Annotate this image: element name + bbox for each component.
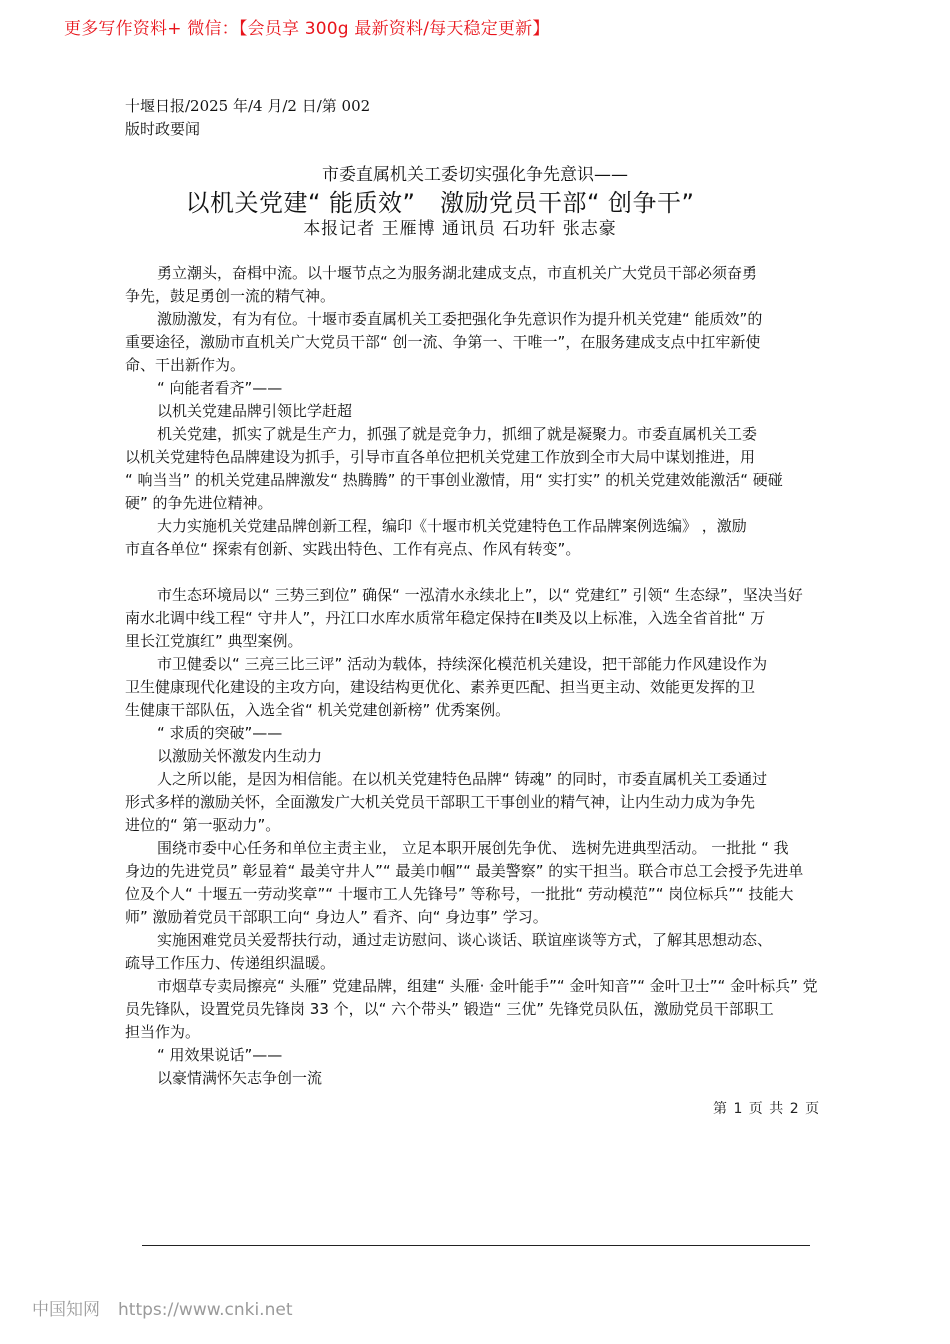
body-line: 疏导工作压力、传递组织温暖。	[125, 954, 336, 972]
section-subheading: 以豪情满怀矢志争创一流	[157, 1069, 323, 1087]
source-line-2: 版时政要闻	[125, 120, 201, 138]
section-subheading: 以机关党建品牌引领比学赶超	[157, 402, 353, 420]
body-line: 人之所以能，是因为相信能。在以机关党建特色品牌“ 铸魂” 的同时，市委直属机关工委通过	[157, 770, 768, 788]
section-heading: “ 求质的突破”——	[157, 724, 283, 742]
body-line: 形式多样的激励关怀，全面激发广大机关党员干部职工干事创业的精气神，让内生动力成为争先	[125, 793, 756, 811]
body-line: 员先锋队，设置党员先锋岗 33 个，以“ 六个带头” 锻造“ 三优” 先锋党员队伍，激励党员干部职工	[125, 1000, 774, 1018]
footer-url[interactable]: https://www.cnki.net	[118, 1300, 293, 1320]
body-line: 大力实施机关党建品牌创新工程，编印《十堰市机关党建特色工作品牌案例选编》 ，激励	[157, 517, 747, 535]
body-line: 以机关党建特色品牌建设为抓手，引导市直各单位把机关党建工作放到全市大局中谋划推进，用	[125, 448, 756, 466]
body-line: 身边的先进党员” 彰显着“ 最美守井人”“ 最美巾帼”“ 最美警察” 的实干担当。联合市总工会授予先进单	[125, 862, 804, 880]
body-line: 师” 激励着党员干部职工向“ 身边人” 看齐、向“ 身边事” 学习。	[125, 908, 548, 926]
body-line: 卫生健康现代化建设的主攻方向，建设结构更优化、素养更匹配、担当更主动、效能更发挥的卫	[125, 678, 756, 696]
body-line: 进位的“ 第一驱动力”。	[125, 816, 281, 834]
body-line: 硬” 的争先进位精神。	[125, 494, 273, 512]
body-line: “ 响当当” 的机关党建品牌激发“ 热腾腾” 的干事创业激情，用“ 实打实” 的机关党建效能激活“ 硬碰	[125, 471, 783, 489]
promo-banner: 更多写作资料+ 微信：【会员享 300g 最新资料/每天稳定更新】	[64, 19, 550, 39]
source-line-1: 十堰日报/2025 年/4 月/2 日/第 002	[125, 97, 371, 115]
body-line: 激励激发，有为有位。十堰市委直属机关工委把强化争先意识作为提升机关党建“ 能质效”的	[157, 310, 763, 328]
article-body	[125, 262, 829, 1090]
body-line: 市生态环境局以“ 三势三到位” 确保“ 一泓清水永续北上”，以“ 党建红” 引领“ 生态绿”，坚决当好	[157, 586, 803, 604]
article-headline: 以机关党建“ 能质效” 激励党员干部“ 创争干”	[185, 189, 695, 217]
body-line: 位及个人“ 十堰五一劳动奖章”“ 十堰市工人先锋号” 等称号，一批批“ 劳动模范”“ 岗位标兵”“ 技能大	[125, 885, 794, 903]
body-line: 市烟草专卖局擦亮“ 头雁” 党建品牌，组建“ 头雁· 金叶能手”“ 金叶知音”“ 金叶卫士”“ 金叶标兵” 党	[157, 977, 818, 995]
footer-watermark	[32, 1295, 310, 1320]
body-line: 重要途径，激励市直机关广大党员干部“ 创一流、争第一、干唯一”，在服务建成支点中扛牢新使	[125, 333, 761, 351]
blank-line	[125, 561, 829, 584]
body-line: 机关党建，抓实了就是生产力，抓强了就是竞争力，抓细了就是凝聚力。市委直属机关工委	[157, 425, 758, 443]
source-info	[125, 95, 370, 141]
article-kicker: 市委直属机关工委切实强化争先意识——	[322, 165, 628, 185]
body-line: 担当作为。	[125, 1023, 201, 1041]
section-heading: “ 向能者看齐”——	[157, 379, 283, 397]
page-number: 第 1 页 共 2 页	[713, 1101, 821, 1117]
body-line: 争先，鼓足勇创一流的精气神。	[125, 287, 336, 305]
body-line: 围绕市委中心任务和单位主责主业， 立足本职开展创先争优、 选树先进典型活动。 一批批 “ 我	[157, 839, 789, 857]
article-byline: 本报记者 王雁博 通讯员 石功轩 张志豪	[303, 219, 617, 239]
body-line: 命、干出新作为。	[125, 356, 246, 374]
body-line: 勇立潮头，奋楫中流。以十堰节点之为服务湖北建成支点，市直机关广大党员干部必须奋勇	[157, 264, 758, 282]
body-line: 生健康干部队伍，入选全省“ 机关党建创新榜” 优秀案例。	[125, 701, 511, 719]
section-heading: “ 用效果说话”——	[157, 1046, 283, 1064]
section-subheading: 以激励关怀激发内生动力	[157, 747, 323, 765]
footer-site-name: 中国知网	[32, 1300, 100, 1320]
body-line: 市直各单位“ 探索有创新、实践出特色、工作有亮点、作风有转变”。	[125, 540, 581, 558]
body-line: 里长江党旗红” 典型案例。	[125, 632, 303, 650]
body-line: 实施困难党员关爱帮扶行动，通过走访慰问、谈心谈话、联谊座谈等方式，了解其思想动态、	[157, 931, 773, 949]
body-line: 市卫健委以“ 三亮三比三评” 活动为载体，持续深化模范机关建设，把干部能力作风建设作为	[157, 655, 768, 673]
footer-divider	[142, 1245, 810, 1246]
body-line: 南水北调中线工程“ 守井人”，丹江口水库水质常年稳定保持在Ⅱ类及以上标准，入选全省首批“ 万	[125, 609, 766, 627]
